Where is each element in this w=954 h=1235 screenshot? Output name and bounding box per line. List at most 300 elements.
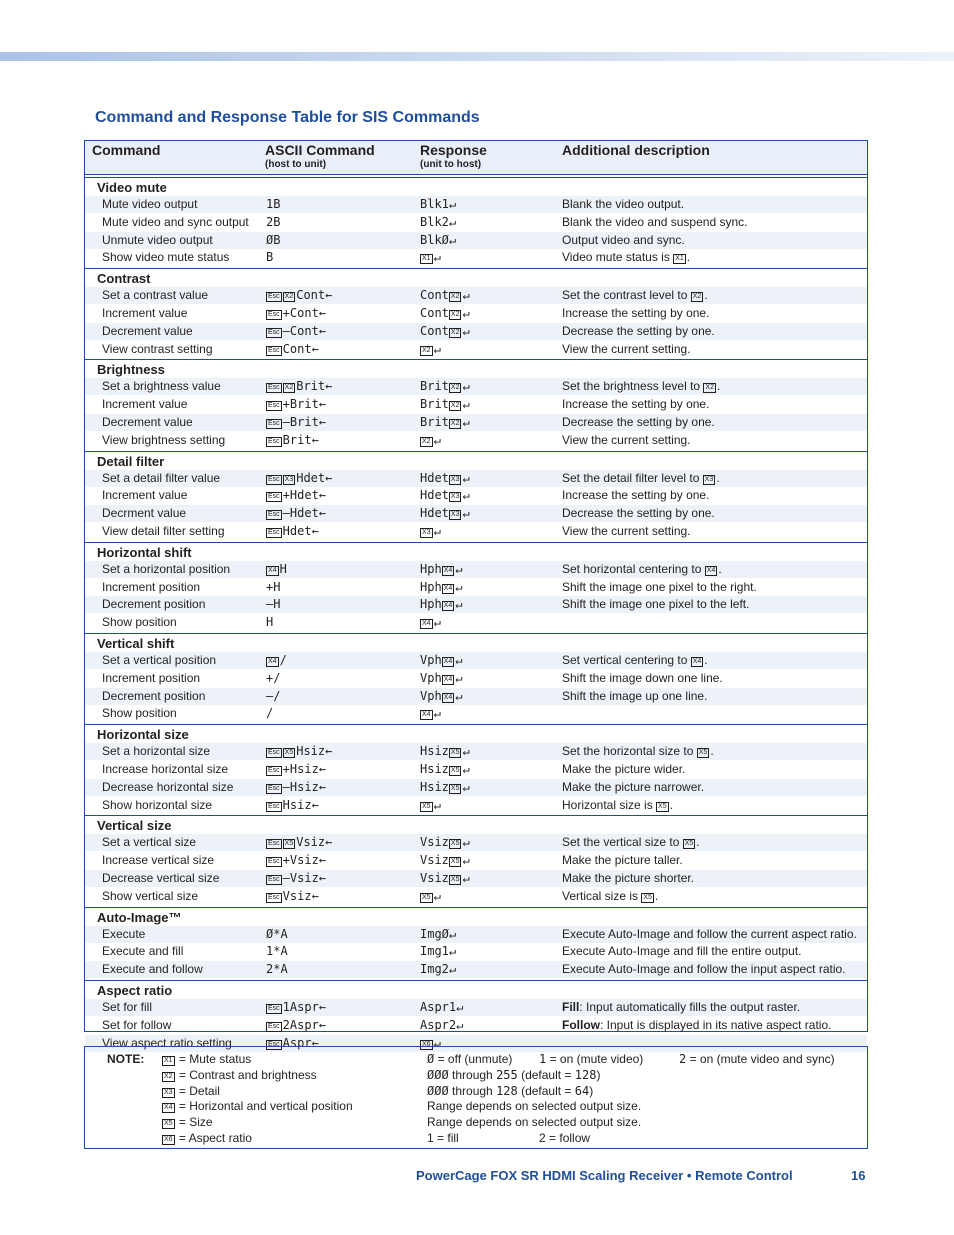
return-arrow-icon: ↵ (433, 341, 441, 356)
enter-arrow-icon: ← (311, 888, 319, 903)
table-row (85, 652, 867, 669)
description-cell: Follow: Input is displayed in its native aspect ratio. (562, 1017, 832, 1032)
note-range-x3 (427, 1084, 593, 1098)
note-variable-meaning: = Size (175, 1115, 213, 1129)
section-header (85, 634, 867, 652)
enter-arrow-icon: ← (318, 488, 327, 503)
description-cell: Execute Auto-Image and follow the current aspect ratio. (562, 926, 857, 941)
table-row (85, 579, 867, 596)
esc-key-icon: Esc (268, 293, 280, 301)
description-cell: Horizontal size is X5 . (562, 797, 673, 812)
return-arrow-icon: ↵ (462, 470, 470, 485)
description-cell: Blank the video and suspend sync. (562, 214, 748, 229)
variable-x5-icon: X5 (658, 802, 667, 810)
command-cell: Increment value (102, 488, 188, 503)
command-cell: View detail filter setting (102, 524, 225, 538)
description-cell: Video mute status is X1 . (562, 250, 691, 265)
esc-key-icon: Esc (268, 420, 280, 427)
ascii-command-cell: Esc X2 Cont← (268, 288, 333, 303)
note-range-option (679, 1052, 835, 1066)
note-range-max: 128 (496, 1084, 518, 1098)
description-cell: Execute Auto-Image and fill the entire output. (562, 944, 802, 959)
response-cell: Hdet X3 ↵ (420, 470, 470, 485)
ascii-command-cell: X4 / (268, 653, 287, 667)
response-cell: Hph X4 ↵ (420, 597, 463, 612)
return-arrow-icon: ↵ (455, 670, 463, 685)
command-cell: Mute video and sync output (102, 214, 249, 229)
note-range-option (427, 1131, 459, 1145)
command-cell: Execute and follow (102, 962, 203, 977)
section-title: Vertical size (97, 818, 172, 834)
section-title: Detail filter (97, 453, 165, 469)
description-cell: Set the detail filter level to X3 . (562, 470, 720, 485)
response-cell: Vsiz X5 ↵ (420, 853, 470, 868)
esc-key-icon: Esc (268, 784, 280, 792)
description-cell: Output video and sync. (562, 232, 685, 247)
return-arrow-icon: ↵ (462, 379, 470, 394)
note-range-min: ØØØ (427, 1084, 449, 1098)
variable-x2-icon: X2 (450, 328, 460, 336)
return-arrow-icon: ↵ (433, 1035, 441, 1050)
command-cell: Show horizontal size (102, 797, 213, 812)
return-arrow-icon: ↵ (462, 762, 470, 776)
table-row (85, 688, 867, 705)
description-cell: Decrease the setting by one. (562, 323, 715, 338)
table-row (85, 523, 867, 540)
response-cell (420, 524, 441, 538)
section-header (85, 543, 867, 561)
section-title: Horizontal size (97, 727, 189, 743)
description-cell: Execute Auto-Image and follow the input aspect ratio. (562, 962, 846, 977)
variable-x3-icon: X3 (284, 475, 294, 483)
command-cell: Execute and fill (102, 944, 184, 959)
note-range-value: 1 (539, 1052, 547, 1066)
response-cell: Hsiz X5 ↵ (420, 744, 470, 759)
response-cell: Vph X4 ↵ (420, 653, 463, 667)
esc-key-icon: Esc (268, 1040, 280, 1048)
header-gradient-bar (0, 52, 954, 61)
esc-key-icon: Esc (268, 511, 280, 519)
variable-x4-icon: X4 (443, 658, 453, 665)
command-cell: Mute video output (102, 197, 198, 211)
return-arrow-icon: ↵ (455, 653, 463, 667)
variable-x5-icon: X5 (698, 749, 708, 757)
note-range-x2 (427, 1068, 600, 1082)
variable-x5-icon: X5 (450, 767, 460, 774)
return-arrow-icon: ↵ (456, 1000, 464, 1014)
note-range-min: ØØØ (427, 1068, 449, 1082)
variable-x3-icon: X3 (422, 529, 431, 536)
table-row (85, 670, 867, 687)
esc-key-icon: Esc (268, 311, 280, 318)
response-cell: Aspr2↵ (420, 1017, 464, 1032)
section-header (85, 981, 867, 999)
enter-arrow-icon: ← (325, 744, 333, 759)
command-cell: Set for fill (102, 1000, 153, 1014)
table-row (85, 323, 867, 340)
ascii-command-cell: Esc 1Aspr← (268, 1000, 327, 1014)
note-range-meaning: = on (mute video and sync) (686, 1052, 835, 1066)
header-response-sub: (unit to host) (420, 159, 482, 170)
variable-x5-icon: X5 (450, 858, 460, 866)
table-row (85, 470, 867, 487)
response-cell: ImgØ↵ (420, 926, 457, 941)
note-range-close: ) (596, 1068, 601, 1082)
variable-x2-icon: X2 (450, 402, 460, 410)
sis-command-table (84, 140, 868, 1050)
description-cell: Make the picture taller. (562, 853, 683, 868)
enter-arrow-icon: ← (318, 871, 327, 885)
table-row (85, 743, 867, 760)
header-ascii: ASCII Command (265, 142, 375, 158)
command-cell: Set a vertical size (102, 835, 197, 850)
return-arrow-icon: ↵ (433, 706, 441, 721)
response-cell: Vsiz X5 ↵ (420, 871, 470, 885)
description-cell: Blank the video output. (562, 197, 685, 211)
enter-arrow-icon: ← (318, 506, 327, 521)
variable-x3-icon: X3 (450, 511, 460, 519)
table-row (85, 249, 867, 266)
response-cell: Img2↵ (420, 962, 457, 977)
table-row (85, 305, 867, 322)
note-range-default-label: (default = (517, 1084, 575, 1098)
ascii-command-cell: Esc +Hsiz← (268, 762, 327, 776)
command-cell: Decrement position (102, 597, 206, 612)
note-box (84, 1046, 868, 1149)
command-cell: Set a horizontal position (102, 561, 231, 576)
return-arrow-icon: ↵ (462, 288, 470, 303)
section-title: Contrast (97, 271, 151, 287)
enter-arrow-icon: ← (318, 306, 327, 320)
command-cell: Set for follow (102, 1017, 172, 1032)
section-title: Aspect ratio (97, 983, 173, 998)
command-cell: Increase horizontal size (102, 762, 229, 776)
table-row (85, 1017, 867, 1034)
note-variable-meaning: = Detail (175, 1084, 220, 1098)
ascii-command-cell: Esc Aspr← (268, 1035, 319, 1050)
note-label: NOTE: (107, 1052, 145, 1066)
ascii-command-cell: –/ (266, 688, 281, 703)
note-variable-meaning: = Horizontal and vertical position (175, 1099, 353, 1113)
ascii-command-cell: Esc Hsiz← (268, 797, 319, 812)
description-cell: Set the vertical size to X5 . (562, 835, 700, 850)
return-arrow-icon: ↵ (448, 197, 457, 211)
header-command: Command (92, 142, 161, 158)
variable-x2-icon: X2 (450, 293, 460, 301)
ascii-command-cell: Esc +Cont← (268, 306, 327, 320)
return-arrow-icon: ↵ (433, 250, 441, 265)
note-range-meaning: = follow (545, 1131, 591, 1145)
esc-key-icon: Esc (268, 328, 280, 336)
enter-arrow-icon: ← (318, 415, 327, 429)
table-row (85, 926, 867, 943)
command-cell: Set a horizontal size (102, 744, 211, 759)
table-row (85, 432, 867, 449)
section-title: Horizontal shift (97, 544, 192, 560)
note-range-default-label: (default = (517, 1068, 575, 1082)
table-row (85, 797, 867, 814)
note-range-meaning: = on (mute video) (546, 1052, 644, 1066)
variable-x4-icon: X4 (692, 658, 702, 665)
enter-arrow-icon: ← (325, 835, 333, 850)
response-cell: Cont X2 ↵ (420, 288, 470, 303)
variable-x1-icon: X1 (164, 1057, 173, 1064)
variable-x5-icon: X5 (450, 840, 460, 848)
description-bold-term: Follow (562, 1017, 600, 1032)
command-cell: Decrement position (102, 688, 206, 703)
return-arrow-icon: ↵ (433, 615, 441, 630)
table-row (85, 341, 867, 358)
esc-key-icon: Esc (268, 1022, 280, 1030)
note-range-value: 2 (679, 1052, 687, 1066)
command-cell: Show video mute status (102, 250, 230, 265)
command-cell: Set a brightness value (102, 379, 221, 394)
response-cell: Vsiz X5 ↵ (420, 835, 470, 850)
variable-x4-icon: X4 (443, 675, 453, 683)
page-number: 16 (851, 1168, 866, 1183)
note-variable-definition (162, 1068, 317, 1082)
command-cell: Increment position (102, 670, 201, 685)
ascii-command-cell: +/ (266, 670, 281, 685)
variable-x4-icon: X4 (164, 1104, 173, 1111)
section-header (85, 725, 867, 743)
return-arrow-icon: ↵ (455, 579, 463, 594)
variable-x3-icon: X3 (450, 493, 460, 501)
table-row (85, 961, 867, 978)
ascii-command-cell: 2B (266, 214, 281, 229)
table-row (85, 834, 867, 851)
response-cell: Hph X4 ↵ (420, 579, 463, 594)
command-cell: Decrement value (102, 415, 193, 429)
esc-key-icon: Esc (268, 1005, 280, 1012)
ascii-command-cell: Esc –Hsiz← (268, 779, 327, 794)
command-cell: Show position (102, 615, 177, 630)
note-variable-meaning: = Aspect ratio (175, 1131, 252, 1145)
table-row (85, 761, 867, 778)
note-range-option (539, 1052, 643, 1066)
enter-arrow-icon: ← (311, 341, 319, 356)
response-cell: Brit X2 ↵ (420, 397, 470, 412)
note-range-value: 2 (539, 1131, 546, 1145)
table-row (85, 561, 867, 578)
ascii-command-cell: Ø*A (266, 926, 288, 941)
response-cell: Blk1↵ (420, 197, 457, 211)
ascii-command-cell: Esc +Vsiz← (268, 853, 327, 868)
return-arrow-icon: ↵ (462, 853, 470, 868)
note-range-option (427, 1052, 512, 1066)
esc-key-icon: Esc (268, 437, 280, 445)
return-arrow-icon: ↵ (448, 232, 457, 247)
response-cell: BlkØ↵ (420, 232, 457, 247)
variable-x1-icon: X1 (675, 255, 684, 263)
section-title: Brightness (97, 362, 165, 378)
variable-x2-icon: X2 (692, 293, 702, 301)
table-row (85, 943, 867, 960)
ascii-command-cell: X4 H (268, 561, 287, 576)
return-arrow-icon: ↵ (448, 944, 457, 959)
ascii-command-cell: Esc –Cont← (268, 323, 327, 338)
return-arrow-icon: ↵ (433, 888, 441, 903)
variable-x4-icon: X4 (422, 620, 431, 628)
response-cell: Blk2↵ (420, 214, 457, 229)
ascii-command-cell: Esc –Vsiz← (268, 871, 327, 885)
ascii-command-cell: Esc Cont← (268, 341, 319, 356)
variable-x5-icon: X5 (450, 749, 460, 757)
return-arrow-icon: ↵ (462, 415, 470, 429)
variable-x4-icon: X4 (268, 566, 277, 574)
description-cell: Decrease the setting by one. (562, 506, 715, 521)
response-cell: Hph X4 ↵ (420, 561, 463, 576)
note-range-option (539, 1131, 590, 1145)
section-header (85, 452, 867, 470)
response-cell: Aspr1↵ (420, 1000, 464, 1014)
table-row (85, 396, 867, 413)
description-cell: Shift the image one pixel to the right. (562, 579, 757, 594)
description-cell: View the current setting. (562, 524, 691, 538)
variable-x2-icon: X2 (450, 311, 460, 318)
note-range-close: ) (589, 1084, 594, 1098)
response-cell: Hsiz X5 ↵ (420, 779, 470, 794)
variable-x4-icon: X4 (422, 711, 431, 719)
description-cell: Vertical size is X5 . (562, 888, 659, 903)
variable-x5-icon: X5 (643, 893, 652, 901)
note-variable-meaning: = Mute status (175, 1052, 252, 1066)
description-cell: Set horizontal centering to X4 . (562, 561, 722, 576)
header-response: Response (420, 142, 487, 158)
return-arrow-icon: ↵ (456, 1017, 464, 1032)
table-row (85, 232, 867, 249)
description-cell: Fill: Input automatically fills the output raster. (562, 1000, 801, 1014)
command-cell: Set a detail filter value (102, 470, 221, 485)
variable-x2-icon: X2 (164, 1073, 173, 1080)
table-row (85, 214, 867, 231)
command-cell: Unmute video output (102, 232, 213, 247)
section-title: Auto-Image™ (97, 909, 182, 925)
response-cell: Img1↵ (420, 944, 457, 959)
variable-x2-icon: X2 (450, 420, 460, 427)
table-row (85, 888, 867, 905)
enter-arrow-icon: ← (311, 1035, 319, 1050)
command-cell: View contrast setting (102, 341, 213, 356)
variable-x2-icon: X2 (284, 384, 294, 392)
enter-arrow-icon: ← (318, 397, 327, 412)
variable-x6-icon: X6 (164, 1136, 173, 1143)
command-cell: Decrment value (102, 506, 187, 521)
description-cell: View the current setting. (562, 432, 691, 447)
note-range-value: Ø (427, 1052, 435, 1066)
variable-x4-icon: X4 (443, 584, 453, 592)
note-range-through: through (448, 1084, 497, 1098)
return-arrow-icon: ↵ (455, 561, 463, 576)
variable-x1-icon: X1 (422, 255, 431, 263)
return-arrow-icon: ↵ (448, 926, 457, 941)
response-cell (420, 889, 441, 903)
response-cell (420, 342, 441, 356)
variable-x2-icon: X2 (422, 437, 431, 445)
header-ascii-sub: (host to unit) (265, 159, 327, 170)
description-bold-term: Fill (562, 1000, 580, 1014)
table-row (85, 614, 867, 631)
note-range-meaning: = fill (433, 1131, 459, 1145)
enter-arrow-icon: ← (318, 853, 327, 868)
ascii-command-cell: / (266, 706, 274, 721)
enter-arrow-icon: ← (311, 797, 319, 812)
esc-key-icon: Esc (268, 840, 280, 848)
response-cell (420, 433, 441, 447)
enter-arrow-icon: ← (325, 379, 333, 394)
variable-x3-icon: X3 (704, 475, 714, 483)
enter-arrow-icon: ← (318, 779, 327, 794)
description-cell: Make the picture shorter. (562, 871, 695, 885)
table-row (85, 999, 867, 1016)
description-cell: Increase the setting by one. (562, 488, 710, 503)
enter-arrow-icon: ← (318, 323, 327, 338)
table-header (85, 141, 867, 175)
command-cell: View aspect ratio setting (102, 1035, 232, 1050)
enter-arrow-icon: ← (325, 470, 333, 485)
variable-x4-icon: X4 (706, 566, 716, 574)
return-arrow-icon: ↵ (448, 962, 457, 977)
variable-x3-icon: X3 (450, 475, 460, 483)
enter-arrow-icon: ← (318, 1000, 327, 1014)
esc-key-icon: Esc (268, 802, 280, 810)
header-description: Additional description (562, 142, 710, 158)
table-row (85, 287, 867, 304)
return-arrow-icon: ↵ (462, 835, 470, 850)
table-row (85, 852, 867, 869)
response-cell: Vph X4 ↵ (420, 670, 463, 685)
return-arrow-icon: ↵ (462, 306, 470, 320)
variable-x2-icon: X2 (450, 384, 460, 392)
variable-x5-icon: X5 (164, 1120, 173, 1127)
ascii-command-cell: B (266, 250, 274, 265)
enter-arrow-icon: ← (318, 1017, 327, 1032)
section-title: Video mute (97, 180, 167, 195)
description-cell: Increase the setting by one. (562, 306, 710, 320)
description-cell: Set the contrast level to X2 . (562, 288, 708, 303)
command-cell: Increment value (102, 306, 188, 320)
variable-x4-icon: X4 (443, 693, 453, 701)
note-range-value: 1 (427, 1131, 434, 1145)
ascii-command-cell: –H (266, 597, 281, 612)
command-cell: Show position (102, 706, 177, 721)
ascii-command-cell: 1B (266, 197, 281, 211)
ascii-command-cell: Esc +Hdet← (268, 488, 327, 503)
note-variable-definition (162, 1052, 251, 1066)
section-header (85, 360, 867, 378)
description-cell: Decrease the setting by one. (562, 415, 715, 429)
note-range-through: through (448, 1068, 497, 1082)
table-row (85, 779, 867, 796)
note-variable-definition (162, 1131, 252, 1145)
command-cell: Set a vertical position (102, 653, 217, 667)
return-arrow-icon: ↵ (462, 744, 470, 759)
variable-x4-icon: X4 (443, 602, 453, 610)
variable-x5-icon: X5 (684, 840, 694, 848)
esc-key-icon: Esc (268, 402, 280, 410)
description-cell: Shift the image one pixel to the left. (562, 597, 750, 612)
ascii-command-cell: ØB (266, 232, 281, 247)
command-cell: Decrement value (102, 323, 193, 338)
note-range-x5: Range depends on selected output size. (427, 1115, 642, 1129)
esc-key-icon: Esc (268, 346, 280, 354)
description-cell: Increase the setting by one. (562, 397, 710, 412)
response-cell: Brit X2 ↵ (420, 415, 470, 429)
ascii-command-cell: H (266, 615, 274, 630)
note-range-default: 64 (574, 1084, 590, 1098)
return-arrow-icon: ↵ (433, 432, 441, 447)
table-row (85, 487, 867, 504)
